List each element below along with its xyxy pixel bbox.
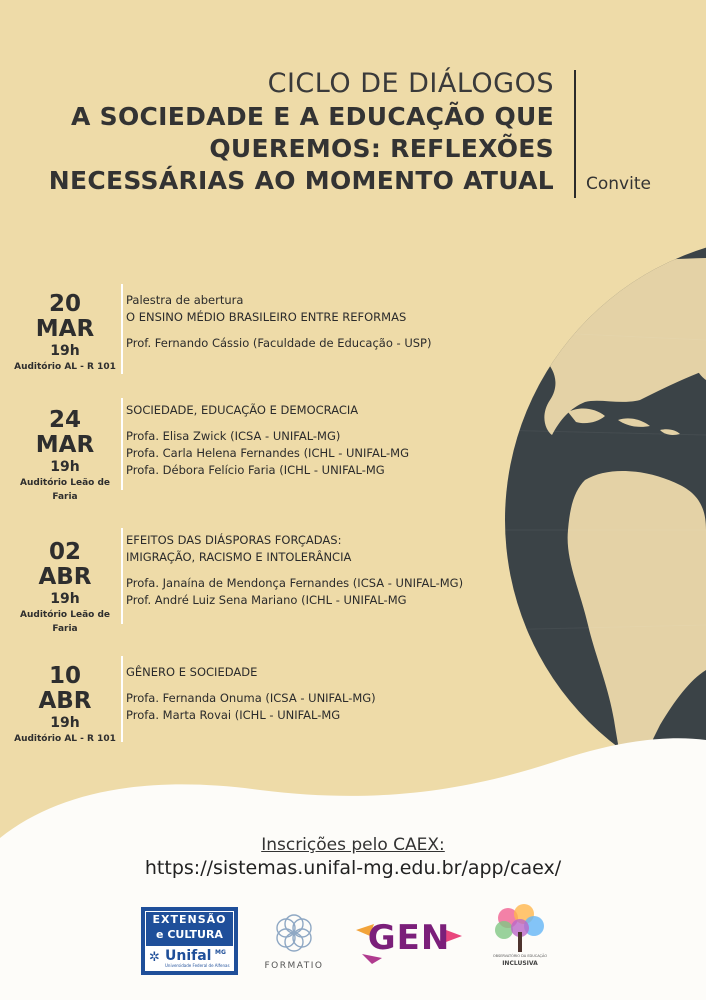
event-hour: 19h <box>50 343 80 359</box>
event-month: ABR <box>38 564 92 590</box>
event-divider <box>121 284 123 374</box>
event-day: 20 <box>48 291 81 317</box>
event-line: GÊNERO E SOCIEDADE <box>126 665 258 679</box>
event-line: Profa. Elisa Zwick (ICSA - UNIFAL-MG) <box>126 429 341 443</box>
unifal-icon: ✲ <box>149 950 160 965</box>
title-line: QUEREMOS: REFLEXÕES <box>209 134 554 163</box>
event-location: Auditório AL - R 101 <box>14 362 116 372</box>
event-date <box>10 292 120 374</box>
formatio-text: FORMATIO <box>264 961 324 971</box>
event-line: O ENSINO MÉDIO BRASILEIRO ENTRE REFORMAS <box>126 310 407 324</box>
event-day: 24 <box>48 407 81 433</box>
event-divider <box>121 528 123 624</box>
registration-link[interactable]: https://sistemas.unifal-mg.edu.br/app/caex/ <box>144 857 562 879</box>
event-details <box>126 292 431 352</box>
inclusiva-small-text: OBSERVATÓRIO DA EDUCAÇÃO <box>492 954 548 958</box>
event-hour: 19h <box>50 591 80 607</box>
tree-icon <box>480 904 560 954</box>
title-line: NECESSÁRIAS AO MOMENTO ATUAL <box>48 166 554 195</box>
event-line: Profa. Carla Helena Fernandes (ICHL - UNIFAL-MG <box>126 446 410 460</box>
unifal-mg-text: MG <box>215 949 226 956</box>
event-line: SOCIEDADE, EDUCAÇÃO E DEMOCRACIA <box>126 403 359 417</box>
event-hour: 19h <box>50 459 80 475</box>
inclusiva-logo <box>480 904 560 972</box>
event-line: Profa. Marta Rovai (ICHL - UNIFAL-MG <box>126 708 341 722</box>
header-divider <box>574 70 576 198</box>
event-line: Prof. André Luiz Sena Mariano (ICHL - UNIFAL-MG <box>126 593 407 607</box>
event-divider <box>121 398 123 490</box>
extensao-text: EXTENSÃO <box>152 913 227 926</box>
event-details <box>126 402 409 479</box>
event-location: Auditório Leão de Faria <box>20 610 110 634</box>
event-month: MAR <box>35 316 95 342</box>
event-hour: 19h <box>50 715 80 731</box>
extensao-cultura-logo <box>141 907 238 975</box>
cultura-text: e CULTURA <box>156 928 223 941</box>
gen-text: GEN <box>367 918 451 958</box>
event-location: Auditório AL - R 101 <box>14 734 116 744</box>
event-details <box>126 664 376 724</box>
flower-icon <box>253 907 335 959</box>
inclusiva-text: INCLUSIVA <box>502 960 538 967</box>
event-date <box>10 664 120 746</box>
event-divider <box>121 656 123 742</box>
event-month: MAR <box>35 432 95 458</box>
event-title <box>49 101 554 197</box>
event-line: IMIGRAÇÃO, RACISMO E INTOLERÂNCIA <box>126 550 352 564</box>
event-day: 10 <box>48 663 81 689</box>
event-details <box>126 532 463 609</box>
event-date <box>10 408 120 504</box>
event-line: Palestra de abertura <box>126 293 244 307</box>
convite-label: Convite <box>586 174 651 194</box>
event-line: EFEITOS DAS DIÁSPORAS FORÇADAS: <box>126 533 342 547</box>
event-date <box>10 540 120 636</box>
title-line: A SOCIEDADE E A EDUCAÇÃO QUE <box>70 102 554 131</box>
unifal-subtitle: Universidade Federal de Alfenas <box>165 963 230 968</box>
inscricoes-label[interactable]: Inscrições pelo CAEX: <box>261 835 445 855</box>
gen-logo <box>352 910 466 974</box>
event-location: Auditório Leão de Faria <box>20 478 110 502</box>
event-day: 02 <box>48 539 81 565</box>
event-line: Profa. Janaína de Mendonça Fernandes (ICSA - UNIFAL-MG) <box>126 576 464 590</box>
formatio-logo <box>253 907 335 975</box>
event-line: Profa. Débora Felício Faria (ICHL - UNIFAL-MG <box>126 463 385 477</box>
event-line: Prof. Fernando Cássio (Faculdade de Educação - USP) <box>126 336 432 350</box>
event-line: Profa. Fernanda Onuma (ICSA - UNIFAL-MG) <box>126 691 376 705</box>
unifal-text: Unifal <box>165 948 212 964</box>
series-title: CICLO DE DIÁLOGOS <box>267 68 554 99</box>
event-month: ABR <box>38 688 92 714</box>
